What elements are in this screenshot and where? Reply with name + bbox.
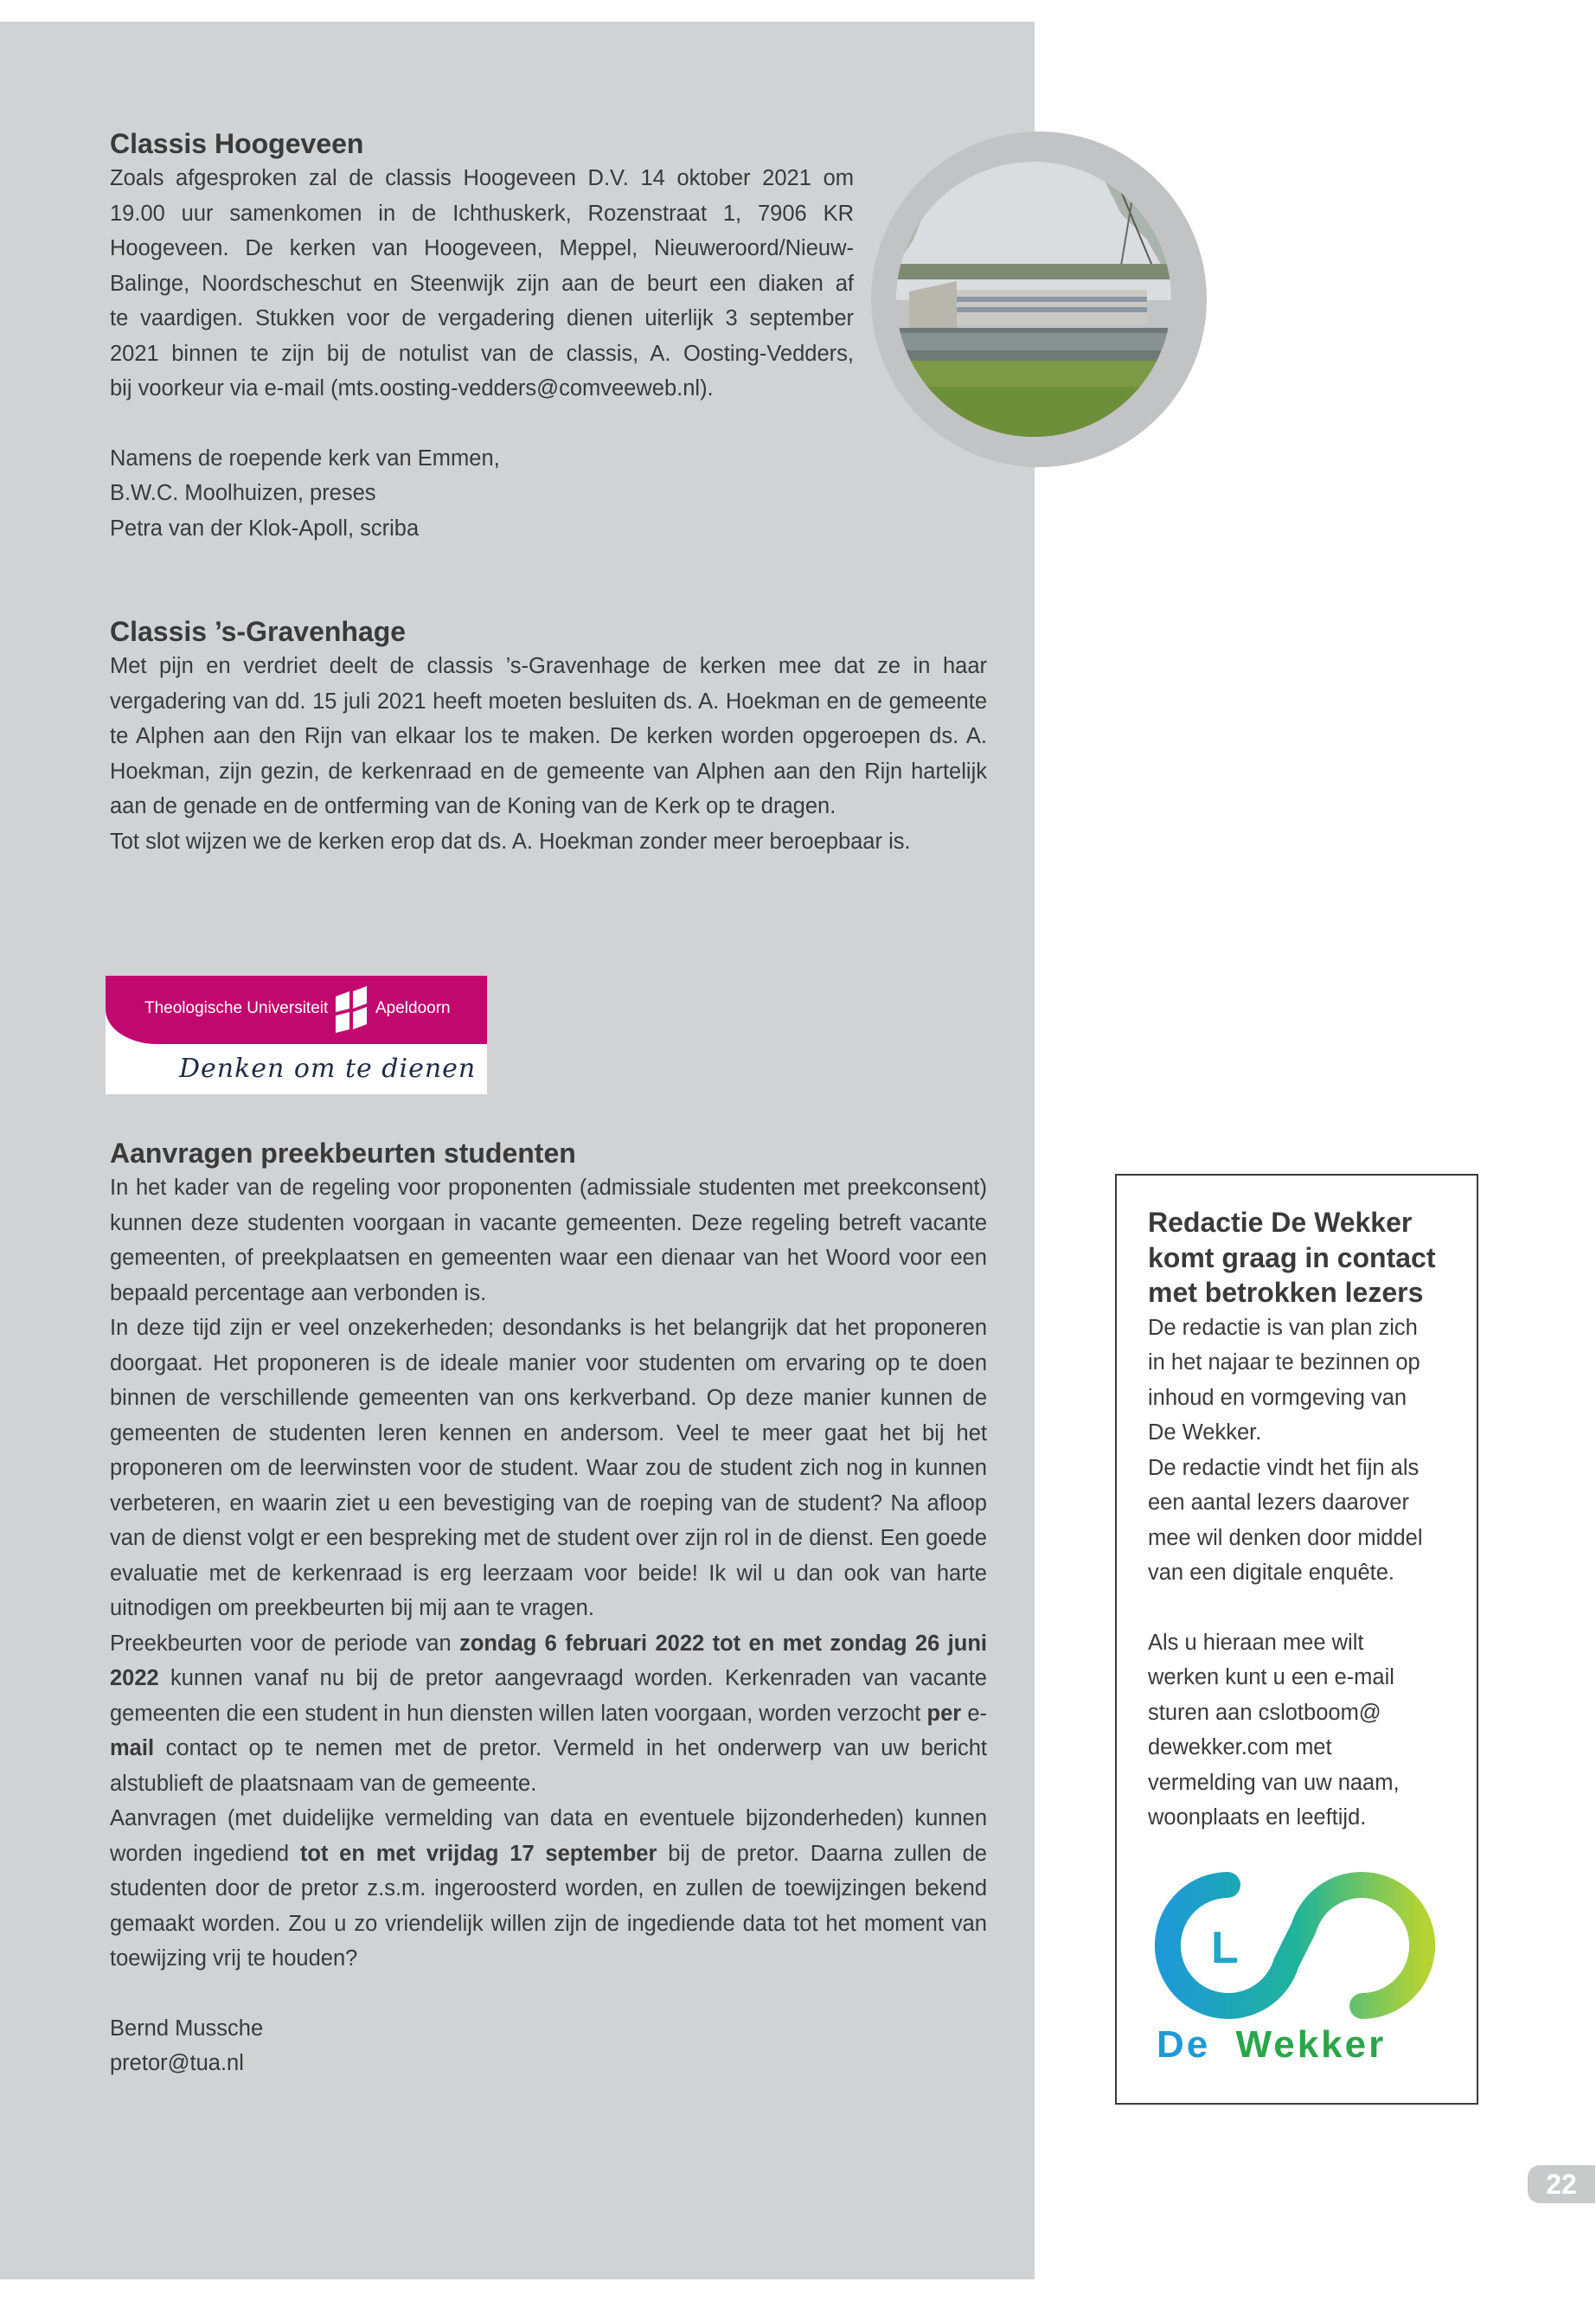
aanvragen-paragraph-3 — [110, 1626, 987, 1802]
church-photo — [896, 162, 1171, 437]
aanvragen-signature — [110, 2011, 987, 2081]
heading-line: Redactie De Wekker — [1148, 1207, 1413, 1238]
wekker-logo-wekker: Wekker — [1235, 2023, 1387, 2066]
text-run: Preekbeurten voor de periode van — [110, 1631, 460, 1656]
hoogeveen-body — [110, 161, 854, 407]
bold-run: mail — [110, 1736, 155, 1760]
hoogeveen-signature — [110, 441, 854, 547]
section-title: Aanvragen preekbeurten studenten — [110, 1138, 576, 1169]
bold-run: tot en met vrijdag 17 september — [299, 1841, 657, 1866]
heading-line: met betrokken lezers — [1148, 1277, 1424, 1308]
redactie-sidebar-box — [1115, 1174, 1478, 2105]
gravenhage-closing: Tot slot wijzen we de kerken erop dat ds. A. Hoekman zonder meer beroepbaar is. — [110, 829, 911, 854]
tua-logo-text-right: Apeldoorn — [375, 999, 451, 1017]
section-title: Classis Hoogeveen — [110, 128, 364, 159]
text-line: vermelding van uw naam, — [1148, 1770, 1400, 1795]
aanvragen-section — [110, 1136, 987, 2081]
heading-line: komt graag in contact — [1148, 1241, 1436, 1273]
text-line: in het najaar te bezinnen op — [1148, 1350, 1420, 1375]
page-number: 22 — [1528, 2165, 1595, 2203]
section-title: Classis ’s-Gravenhage — [110, 616, 407, 647]
text-line: te vaardigen. Stukken voor de vergadering dienen uiterlijk 3 september — [110, 306, 854, 330]
classis-hoogeveen-section — [110, 126, 854, 546]
tua-book-icon — [330, 983, 372, 1036]
sidebar-paragraph-2 — [1148, 1625, 1468, 1836]
text-line: Als u hieraan mee wilt — [1148, 1630, 1364, 1655]
sidebar-content — [1148, 1205, 1468, 1836]
tua-logo-slogan: Denken om te dienen — [179, 1054, 477, 1084]
signature-line: B.W.C. Moolhuizen, preses — [110, 481, 376, 505]
sidebar-heading — [1148, 1205, 1468, 1311]
text-run: contact op te nemen met de pretor. Vermeld in het onderwerp van uw bericht alstublieft de plaatsnaam van de gemeente. — [110, 1736, 987, 1796]
sidebar-paragraph-1 — [1148, 1311, 1468, 1591]
text-line: een aantal lezers daarover — [1148, 1490, 1409, 1515]
text-line: De redactie vindt het fijn als — [1148, 1455, 1420, 1480]
de-wekker-logo — [1148, 1868, 1442, 2084]
tua-logo-text-left: Theologische Universiteit — [144, 999, 329, 1017]
aanvragen-paragraph-2: In deze tijd zijn er veel onzekerheden; desondanks is het belangrijk dat het proponeren doorgaat. Het proponeren is de ideale manier voor studenten om ervaring op te doen binnen de verschillende gemeenten van ons kerkverband. Op deze manier kunnen de gemeenten de studenten leren kennen en andersom. Veel te meer gaat het bij het proponeren om de leerwinsten voor de student. Waar zou de student zich nog in kunnen verbeteren, en waarin ziet u een bevestiging van de roeping van de student? Na afloop van de dienst volgt er een bespreking met de student over zijn rol in de dienst. Een goede evaluatie met de kerkenraad is erg leerzaam voor beide! Ik wil u dan ook van harte uitnodigen om preekbeurten bij mij aan te vragen. — [110, 1316, 987, 1620]
text-line: Hoogeveen. De kerken van Hoogeveen, Meppel, Nieuweroord/Nieuw- — [110, 236, 854, 260]
signature-name: Bernd Mussche — [110, 2016, 264, 2041]
signature-line: Petra van der Klok-Apoll, scriba — [110, 516, 420, 541]
text-line: mee wil denken door middel — [1148, 1525, 1423, 1550]
aanvragen-paragraph-1: In het kader van de regeling voor proponenten (admissiale studenten met preekconsent) kunnen deze studenten voorgaan in vacante gemeenten. Deze regeling betreft vacante gemeenten, of preekplaatsen en gemeenten waar een dienaar van het Woord voor een bepaald percentage aan verbonden is. — [110, 1176, 987, 1305]
wekker-logo-letter: L — [1211, 1923, 1239, 1973]
text-line: De Wekker. — [1148, 1420, 1262, 1445]
wekker-logo-de: De — [1157, 2023, 1211, 2066]
bold-run: per — [926, 1701, 962, 1726]
signature-line: Namens de roepende kerk van Emmen, — [110, 445, 500, 471]
text-line: bij voorkeur via e-mail (mts.oosting-vedders@comveeweb.nl). — [110, 376, 714, 401]
text-line: 2021 binnen te zijn bij de notulist van de classis, A. Oosting-Vedders, — [110, 341, 854, 366]
text-line: dewekker.com met — [1148, 1735, 1332, 1759]
gravenhage-body: Met pijn en verdriet deelt de classis ’s-Gravenhage de kerken mee dat ze in haar vergadering van dd. 15 juli 2021 heeft moeten besluiten ds. A. Hoekman en de gemeente te Alphen aan den Rijn van elkaar los te maken. De kerken worden opgeroepen ds. A. Hoekman, zijn gezin, de kerkenraad en de gemeente van Alphen aan den Rijn hartelijk aan de genade en de ontferming van de Koning van de Kerk op te dragen. — [110, 654, 987, 818]
wekker-logo-wordmark — [1157, 2023, 1386, 2067]
text-line: Zoals afgesproken zal de classis Hoogeveen D.V. 14 oktober 2021 om — [110, 166, 854, 190]
aanvragen-paragraph-4 — [110, 1801, 987, 1977]
text-line: woonplaats en leeftijd. — [1148, 1805, 1367, 1830]
text-line: Balinge, Noordscheschut en Steenwijk zijn aan de beurt een diaken af — [110, 271, 854, 296]
wekker-infinity-icon — [1148, 1868, 1442, 2023]
bold-run: zondag 6 februari 2022 tot en met zondag 26 juni 2022 — [110, 1631, 987, 1690]
text-run: Aanvragen (met duidelijke vermelding van data en eventuele bijzonderheden) kunnen worden ingediend — [110, 1806, 987, 1866]
text-run: bij de pretor. Daarna zullen de studenten door de pretor z.s.m. ingeroosterd worden, en zullen de toewijzingen bekend gemaakt worden. Zou u zo vriendelijk willen zijn de ingediende data tot het moment van toewijzing vrij te houden? — [110, 1841, 987, 1971]
text-line: inhoud en vormgeving van — [1148, 1385, 1407, 1410]
text-run: kunnen vanaf nu bij de pretor aangevraagd worden. Kerkenraden van vacante gemeenten die een student in hun diensten willen laten voorgaan, worden verzocht — [110, 1666, 987, 1726]
text-line: sturen aan cslotboom@ — [1148, 1700, 1381, 1725]
text-run: e- — [961, 1701, 987, 1726]
text-line: 19.00 uur samenkomen in de Ichthuskerk, Rozenstraat 1, 7906 KR — [110, 201, 854, 226]
tua-logo — [106, 976, 487, 1094]
signature-email: pretor@tua.nl — [110, 2051, 244, 2075]
text-line: werken kunt u een e-mail — [1148, 1665, 1394, 1689]
text-line: De redactie is van plan zich — [1148, 1315, 1418, 1340]
text-line: van een digitale enquête. — [1148, 1561, 1394, 1585]
classis-gravenhage-section — [110, 614, 987, 859]
